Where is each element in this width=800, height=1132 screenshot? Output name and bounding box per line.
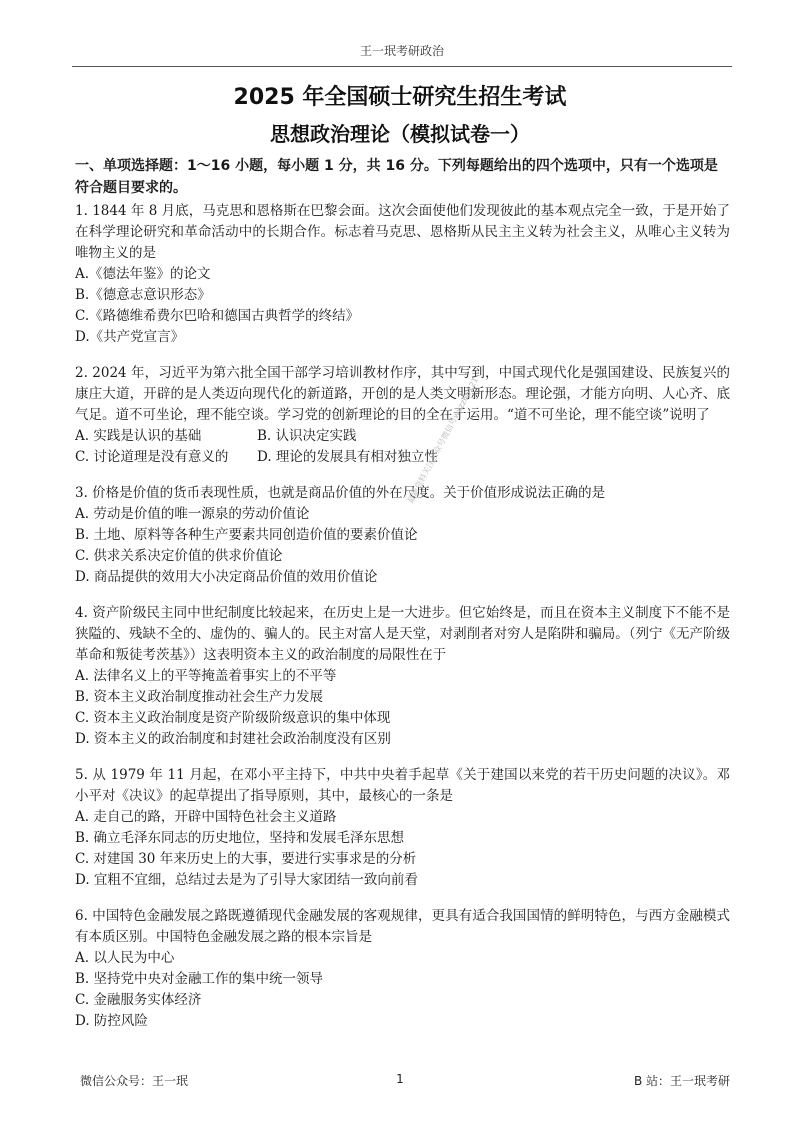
question-stem: 3. 价格是价值的货币表现性质，也就是商品价值的外在尺度。关于价值形成说法正确的是 bbox=[75, 485, 606, 501]
question-stem: 1. 1844 年 8 月底，马克思和恩格斯在巴黎会面。这次会面使他们发现彼此的基本观点完全一致，于是开始了在科学理论研究和革命活动中的长期合作。标志着马克思、恩格斯从民主主义转为社会主义，从唯心主义转为唯物主义的是 bbox=[75, 203, 730, 261]
option-a: A. 实践是认识的基础 bbox=[75, 428, 202, 444]
question-4 bbox=[75, 603, 730, 750]
exam-title: 2025 年全国硕士研究生招生考试 bbox=[233, 85, 567, 110]
option-a: A. 走自己的路，开辟中国特色社会主义道路 bbox=[75, 809, 337, 825]
running-header: 王一珉考研政治 bbox=[359, 44, 444, 58]
footer-wechat: 微信公众号：王一珉 bbox=[80, 1074, 189, 1088]
option-a: A. 劳动是价值的唯一源泉的劳动价值论 bbox=[75, 506, 310, 522]
diagonal-watermark: 最新资料关注公众号微信号wxzz66121 bbox=[405, 375, 481, 505]
exam-subtitle: 思想政治理论（模拟试卷一） bbox=[270, 122, 530, 146]
header-divider bbox=[72, 66, 732, 67]
option-d: D. 商品提供的效用大小决定商品价值的效用价值论 bbox=[75, 569, 378, 585]
footer-bilibili: B 站：王一珉考研 bbox=[633, 1074, 730, 1088]
option-b: B.《德意志意识形态》 bbox=[75, 287, 211, 303]
option-d: D. 资本主义的政治制度和封建社会政治制度没有区别 bbox=[75, 731, 391, 747]
option-c: C. 讨论道理是没有意义的 bbox=[75, 449, 229, 465]
option-c: C.《路德维希费尔巴哈和德国古典哲学的终结》 bbox=[75, 308, 360, 324]
option-d: D. 理论的发展具有相对独立性 bbox=[257, 449, 438, 465]
option-a: A. 法律名义上的平等掩盖着事实上的不平等 bbox=[75, 668, 337, 684]
option-a: A.《德法年鉴》的论文 bbox=[75, 266, 211, 282]
question-stem: 2. 2024 年，习近平为第六批全国干部学习培训教材作序，其中写到，中国式现代化是强国建设、民族复兴的康庄大道，开辟的是人类迈向现代化的新道路，开创的是人类文明新形态。理论强，才能方向明、人心齐、底气足。道不可坐论，理不能空谈。学习党的创新理论的目的全在于运用。“道不可坐论，理不能空谈”说明了 bbox=[75, 365, 730, 423]
question-3 bbox=[75, 483, 730, 588]
option-c: C. 金融服务实体经济 bbox=[75, 992, 202, 1008]
option-c: C. 供求关系决定价值的供求价值论 bbox=[75, 548, 283, 564]
question-6 bbox=[75, 906, 730, 1032]
option-d: D.《共产党宣言》 bbox=[75, 329, 185, 345]
question-stem: 6. 中国特色金融发展之路既遵循现代金融发展的客观规律，更具有适合我国国情的鲜明特色，与西方金融模式有本质区别。中国特色金融发展之路的根本宗旨是 bbox=[75, 908, 730, 945]
option-d: D. 防控风险 bbox=[75, 1013, 148, 1029]
question-5 bbox=[75, 765, 730, 891]
option-a: A. 以人民为中心 bbox=[75, 950, 175, 966]
option-d: D. 宜粗不宜细，总结过去是为了引导大家团结一致向前看 bbox=[75, 872, 418, 888]
question-stem: 4. 资产阶级民主同中世纪制度比较起来，在历史上是一大进步。但它始终是，而且在资本主义制度下不能不是狭隘的、残缺不全的、虚伪的、骗人的。民主对富人是天堂，对剥削者对穷人是陷阱和骗局。（列宁《无产阶级革命和叛徒考茨基》）这表明资本主义的政治制度的局限性在于 bbox=[75, 605, 730, 663]
option-c: C. 资本主义政治制度是资产阶级阶级意识的集中体现 bbox=[75, 710, 391, 726]
question-2 bbox=[75, 363, 730, 468]
option-c: C. 对建国 30 年来历史上的大事，要进行实事求是的分析 bbox=[75, 851, 417, 867]
question-body bbox=[75, 155, 730, 1047]
question-stem: 5. 从 1979 年 11 月起，在邓小平主持下，中共中央着手起草《关于建国以来党的若干历史问题的决议》。邓小平对《决议》的起草提出了指导原则，其中，最核心的一条是 bbox=[75, 767, 730, 804]
page-number: 1 bbox=[396, 1072, 404, 1086]
option-b: B. 土地、原料等各种生产要素共同创造价值的要素价值论 bbox=[75, 527, 418, 543]
option-b: B. 认识决定实践 bbox=[257, 428, 357, 444]
section-heading: 一、单项选择题：1～16 小题，每小题 1 分，共 16 分。下列每题给出的四个选项中，只有一个选项是符合题目要求的。 bbox=[75, 158, 718, 196]
option-b: B. 资本主义政治制度推动社会生产力发展 bbox=[75, 689, 324, 705]
option-grid bbox=[75, 426, 730, 468]
option-b: B. 确立毛泽东同志的历史地位，坚持和发展毛泽东思想 bbox=[75, 830, 405, 846]
option-b: B. 坚持党中央对金融工作的集中统一领导 bbox=[75, 971, 324, 987]
question-1 bbox=[75, 201, 730, 348]
